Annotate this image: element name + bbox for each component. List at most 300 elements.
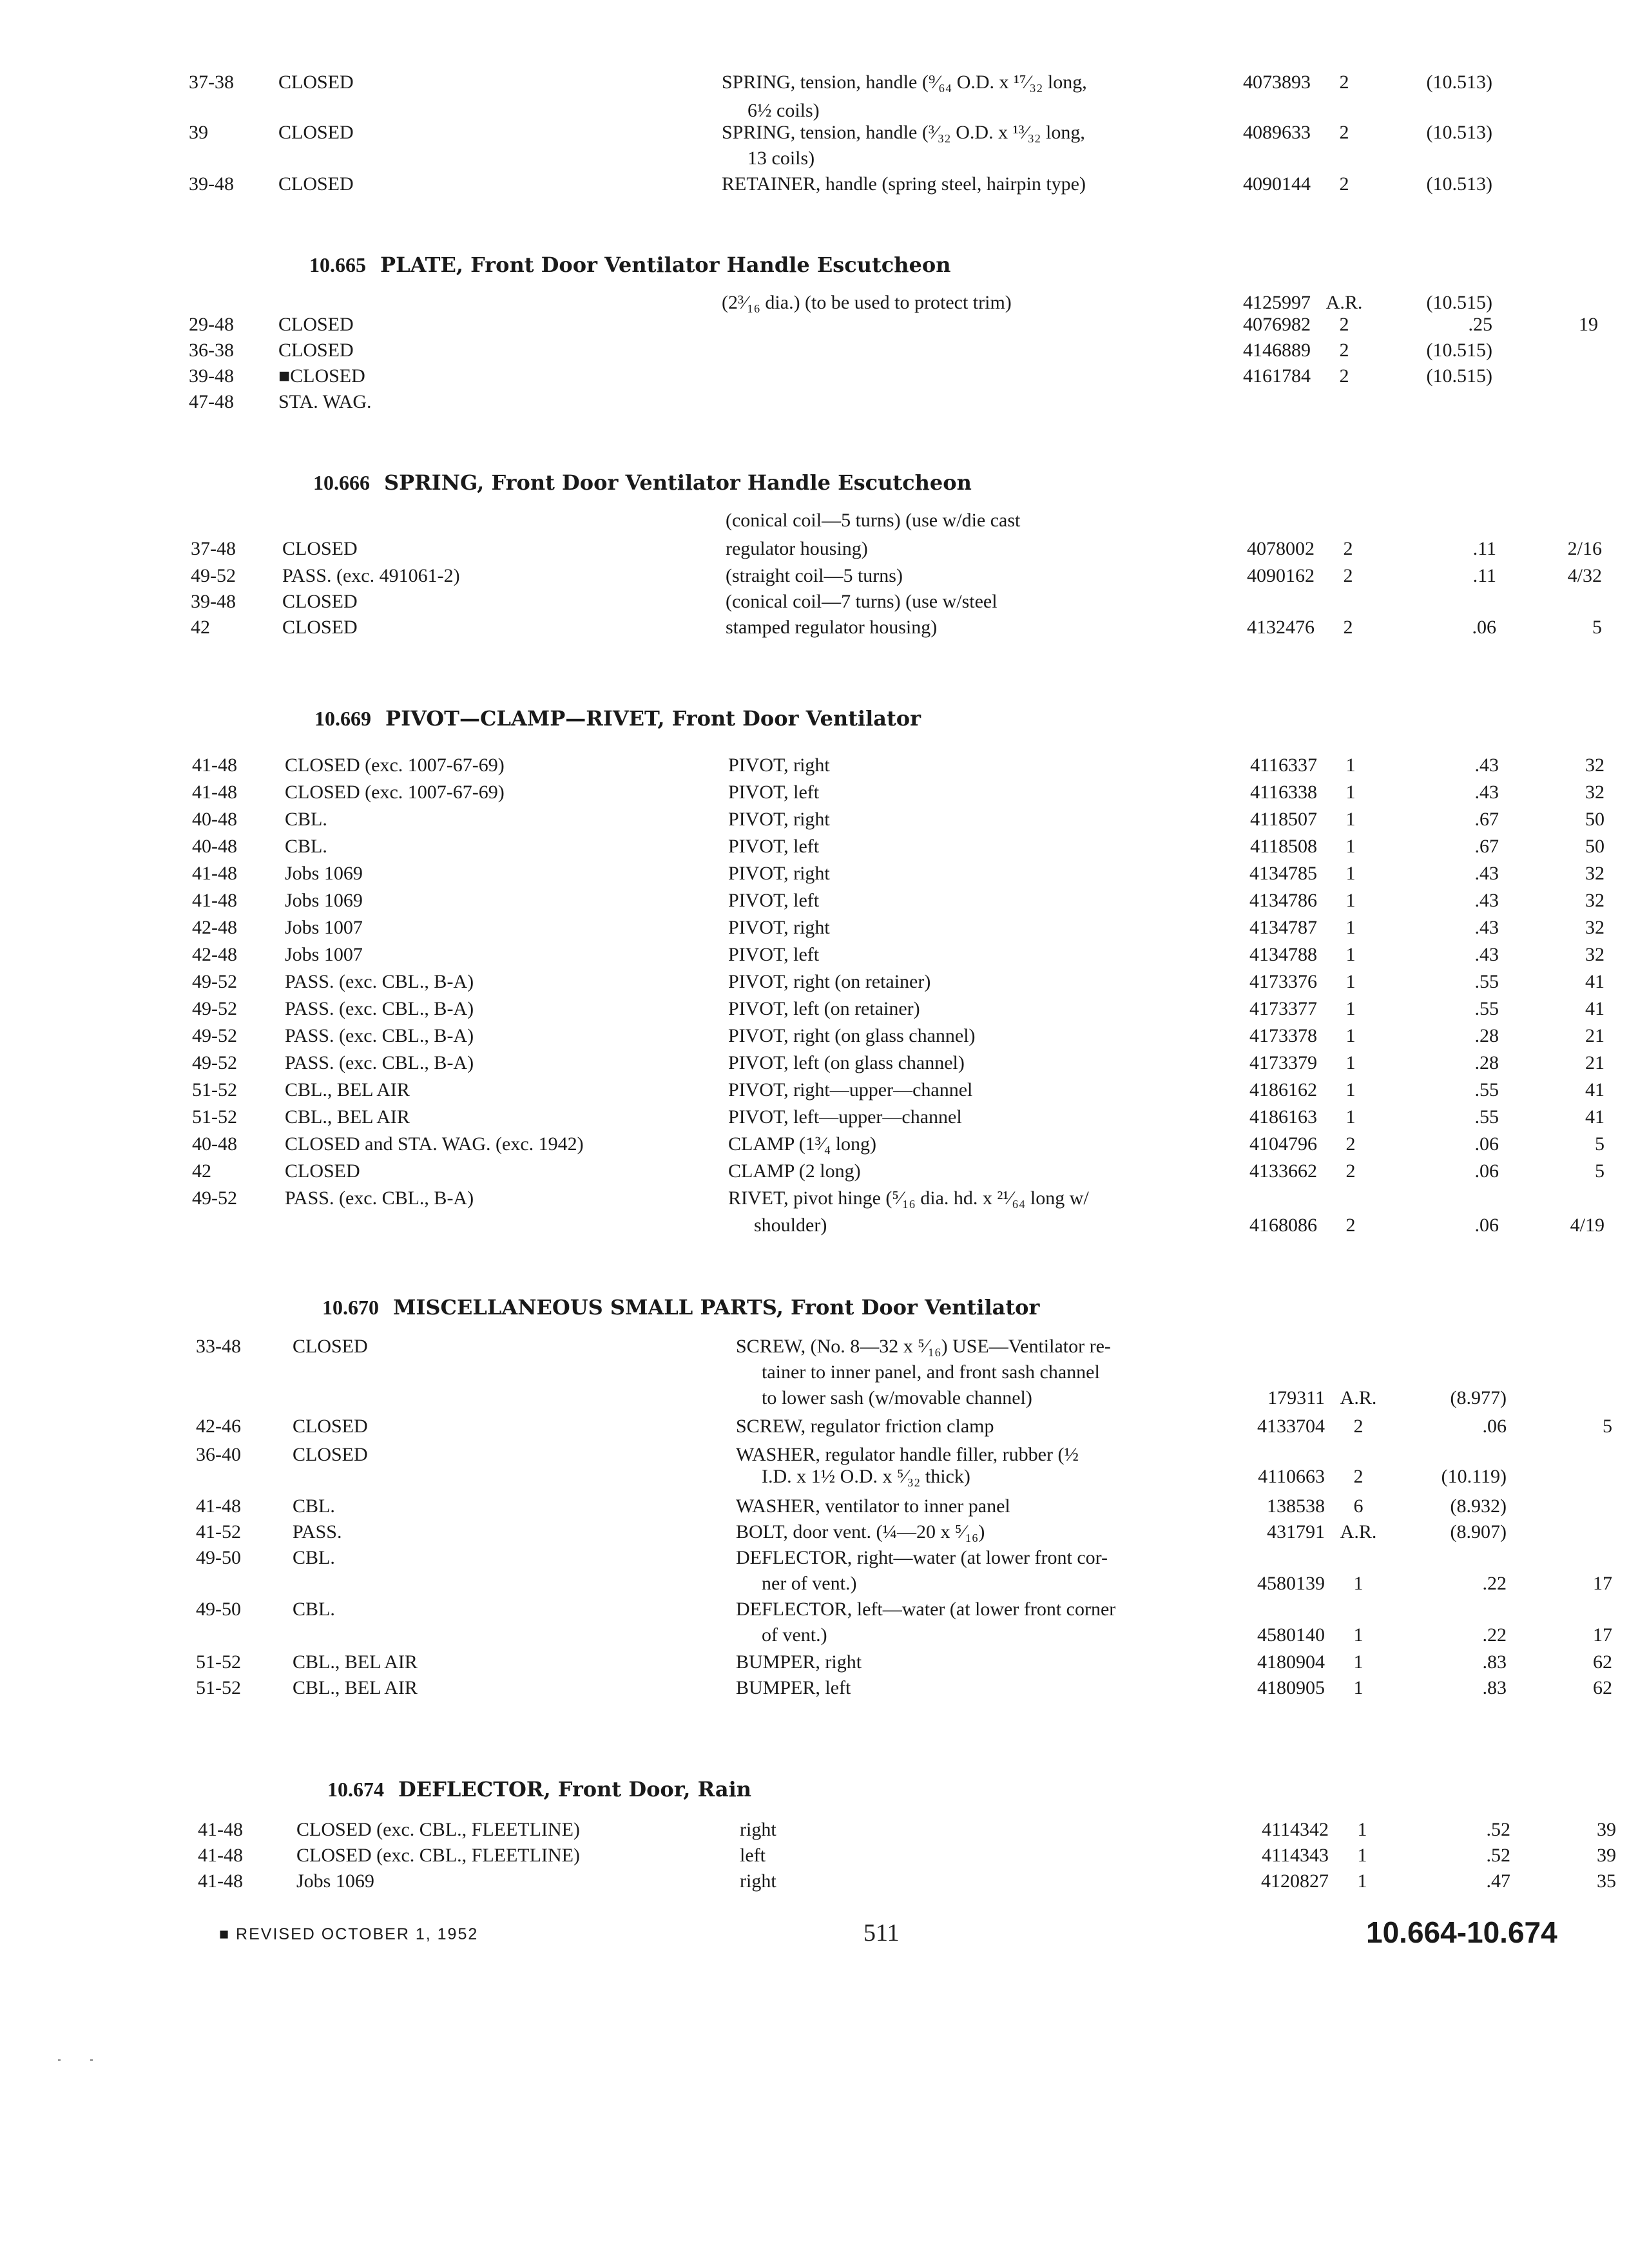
parts-row (0, 1184, 1629, 1213)
weight: 17 (1593, 1573, 1612, 1594)
weight: 39 (1597, 1845, 1616, 1866)
parts-row (0, 336, 1629, 365)
parts-row (0, 1841, 1629, 1870)
quantity: 1 (1345, 782, 1356, 803)
model-years: 51-52 (196, 1677, 241, 1698)
parts-row (0, 1103, 1629, 1131)
section-heading (322, 1295, 1039, 1320)
part-number: 4116338 (1250, 782, 1317, 803)
parts-row (0, 613, 1629, 642)
parts-row (0, 1674, 1629, 1702)
model-years: 40-48 (192, 836, 237, 857)
price: .83 (1482, 1651, 1507, 1673)
weight: 62 (1593, 1677, 1612, 1698)
price: .55 (1474, 1106, 1499, 1128)
page-number: 511 (863, 1919, 900, 1946)
quantity: 1 (1345, 998, 1356, 1019)
parts-row (0, 311, 1629, 339)
price: .06 (1482, 1416, 1507, 1437)
model-years: 37-48 (191, 538, 236, 559)
model-application: PASS. (exc. CBL., B-A) (285, 1025, 474, 1046)
part-number: 4168086 (1249, 1215, 1317, 1236)
parts-row (0, 119, 1629, 147)
model-application: CBL. (293, 1495, 335, 1517)
model-application: CLOSED and STA. WAG. (exc. 1942) (285, 1133, 584, 1155)
price: .06 (1474, 1160, 1499, 1182)
part-number: 4114343 (1262, 1845, 1329, 1866)
part-number: 4186163 (1249, 1106, 1317, 1128)
model-application: CBL. (285, 809, 327, 830)
quantity: 1 (1345, 890, 1356, 911)
model-application: ■CLOSED (278, 365, 365, 387)
part-description: BUMPER, left (736, 1677, 851, 1698)
weight: 62 (1593, 1651, 1612, 1673)
weight: 32 (1585, 944, 1605, 965)
section-code: 10.674 (327, 1778, 384, 1801)
part-number: 4173377 (1249, 998, 1317, 1019)
model-application: CLOSED (278, 314, 354, 335)
model-years: 40-48 (192, 809, 237, 830)
quantity: 2 (1345, 1160, 1356, 1182)
part-description: PIVOT, left (on retainer) (728, 998, 920, 1019)
part-description: 13 coils) (747, 148, 815, 169)
quantity: 2 (1339, 173, 1349, 195)
model-years: 49-52 (192, 1025, 237, 1046)
weight: 17 (1593, 1624, 1612, 1646)
price: .43 (1474, 863, 1499, 884)
part-description: I.D. x 1½ O.D. x ⁵⁄₃₂ thick) (762, 1466, 970, 1487)
part-number: 4078002 (1247, 538, 1315, 559)
parts-row (0, 1595, 1629, 1624)
price: (10.513) (1426, 72, 1492, 93)
part-number: 179311 (1268, 1387, 1325, 1408)
section-code: 10.670 (322, 1296, 379, 1319)
price: .67 (1474, 836, 1499, 857)
part-number: 4180904 (1257, 1651, 1325, 1673)
part-description: WASHER, regulator handle filler, rubber (½ (736, 1444, 1079, 1465)
weight: 39 (1597, 1819, 1616, 1840)
price: .55 (1474, 998, 1499, 1019)
part-number: 431791 (1267, 1521, 1325, 1542)
model-application: CLOSED (282, 538, 358, 559)
price: .43 (1474, 754, 1499, 776)
model-years: 49-52 (192, 998, 237, 1019)
quantity: 1 (1353, 1677, 1364, 1698)
parts-row (0, 68, 1629, 97)
parts-row (0, 1076, 1629, 1104)
part-description: PIVOT, right—upper—channel (728, 1079, 973, 1100)
parts-row (0, 562, 1629, 590)
part-description: PIVOT, right (728, 863, 830, 884)
part-number: 4110663 (1258, 1466, 1325, 1487)
model-application: CBL., BEL AIR (285, 1106, 410, 1128)
model-application: Jobs 1007 (285, 944, 363, 965)
parts-row (0, 1211, 1629, 1240)
price: .52 (1486, 1845, 1510, 1866)
model-application: PASS. (exc. 491061-2) (282, 565, 460, 586)
weight: 4/32 (1567, 565, 1602, 586)
parts-row (0, 506, 1629, 535)
model-years: 37-38 (189, 72, 234, 93)
model-years: 51-52 (196, 1651, 241, 1673)
part-number: 4134786 (1249, 890, 1317, 911)
scan-speck (90, 2059, 93, 2061)
quantity: 2 (1339, 314, 1349, 335)
parts-row (0, 805, 1629, 834)
parts-row (0, 860, 1629, 888)
model-years: 41-48 (192, 754, 237, 776)
parts-row (0, 1332, 1629, 1361)
model-application: CLOSED (293, 1336, 368, 1357)
parts-row (0, 1358, 1629, 1387)
section-title: MISCELLANEOUS SMALL PARTS, Front Door Ventilator (393, 1295, 1040, 1320)
part-number: 4132476 (1247, 617, 1315, 638)
quantity: A.R. (1325, 292, 1363, 313)
weight: 21 (1585, 1025, 1605, 1046)
part-description: DEFLECTOR, right—water (at lower front cor- (736, 1547, 1108, 1568)
part-description: PIVOT, right (on retainer) (728, 971, 931, 992)
quantity: 1 (1345, 809, 1356, 830)
parts-row (0, 1157, 1629, 1186)
parts-row (0, 1130, 1629, 1158)
price: .52 (1486, 1819, 1510, 1840)
weight: 5 (1592, 617, 1602, 638)
model-years: 33-48 (196, 1336, 241, 1357)
price: .67 (1474, 809, 1499, 830)
quantity: 2 (1353, 1466, 1364, 1487)
quantity: A.R. (1340, 1387, 1377, 1408)
section-range: 10.664-10.674 (1366, 1916, 1557, 1949)
parts-row (0, 1867, 1629, 1896)
quantity: 1 (1357, 1870, 1367, 1892)
model-application: CBL. (285, 836, 327, 857)
model-application: Jobs 1069 (285, 863, 363, 884)
model-application: CLOSED (278, 122, 354, 143)
price: .11 (1472, 565, 1496, 586)
weight: 5 (1595, 1160, 1605, 1182)
weight: 32 (1585, 754, 1605, 776)
weight: 5 (1595, 1133, 1605, 1155)
quantity: A.R. (1340, 1521, 1377, 1542)
part-number: 4580139 (1257, 1573, 1325, 1594)
model-application: CLOSED (278, 72, 354, 93)
part-description: SCREW, regulator friction clamp (736, 1416, 994, 1437)
part-description: PIVOT, right (728, 917, 830, 938)
part-number: 4116337 (1250, 754, 1317, 776)
quantity: 1 (1353, 1651, 1364, 1673)
price: .43 (1474, 944, 1499, 965)
part-description: SPRING, tension, handle (³⁄₃₂ O.D. x ¹³⁄₃₂ long, (722, 122, 1085, 143)
model-application: PASS. (exc. CBL., B-A) (285, 1052, 474, 1073)
section-heading (313, 470, 972, 495)
section-title: DEFLECTOR, Front Door, Rain (398, 1777, 752, 1802)
parts-row (0, 832, 1629, 861)
section-heading (309, 253, 951, 277)
model-application: CLOSED (285, 1160, 360, 1182)
model-years: 49-52 (192, 971, 237, 992)
quantity: 2 (1345, 1215, 1356, 1236)
quantity: 2 (1345, 1133, 1356, 1155)
weight: 50 (1585, 836, 1605, 857)
price: (8.907) (1450, 1521, 1507, 1542)
part-description: shoulder) (754, 1215, 827, 1236)
price: .47 (1486, 1870, 1510, 1892)
part-number: 4580140 (1257, 1624, 1325, 1646)
model-years: 39-48 (189, 365, 234, 387)
part-description: PIVOT, right (728, 809, 830, 830)
part-number: 4120827 (1261, 1870, 1329, 1892)
price: .22 (1482, 1573, 1507, 1594)
quantity: 2 (1343, 617, 1353, 638)
quantity: 1 (1345, 917, 1356, 938)
price: .43 (1474, 890, 1499, 911)
parts-row (0, 170, 1629, 198)
model-years: 41-48 (192, 782, 237, 803)
section-title: PLATE, Front Door Ventilator Handle Escutcheon (380, 253, 951, 277)
part-number: 4089633 (1243, 122, 1311, 143)
model-years: 41-48 (192, 863, 237, 884)
weight: 2/16 (1567, 538, 1602, 559)
scan-speck (58, 2059, 61, 2061)
part-number: 4173379 (1249, 1052, 1317, 1073)
part-number: 4090144 (1243, 173, 1311, 195)
parts-row (0, 1049, 1629, 1077)
model-years: 42 (192, 1160, 211, 1182)
model-years: 49-52 (191, 565, 236, 586)
part-description: PIVOT, left (on glass channel) (728, 1052, 965, 1073)
part-description: PIVOT, right (on glass channel) (728, 1025, 976, 1046)
parts-row (0, 751, 1629, 780)
parts-row (0, 1492, 1629, 1521)
weight: 21 (1585, 1052, 1605, 1073)
part-number: 4118508 (1250, 836, 1317, 857)
part-description: DEFLECTOR, left—water (at lower front corner (736, 1599, 1116, 1620)
price: (10.515) (1426, 365, 1492, 387)
model-years: 41-48 (196, 1495, 241, 1517)
parts-row (0, 914, 1629, 942)
model-years: 39-48 (189, 173, 234, 195)
parts-row (0, 535, 1629, 563)
section-title: SPRING, Front Door Ventilator Handle Escutcheon (384, 470, 972, 495)
part-number: 4134785 (1249, 863, 1317, 884)
model-years: 41-52 (196, 1521, 241, 1542)
part-number: 4173376 (1249, 971, 1317, 992)
part-number: 4134788 (1249, 944, 1317, 965)
parts-row (0, 778, 1629, 807)
quantity: 2 (1353, 1416, 1364, 1437)
price: (10.515) (1426, 292, 1492, 313)
price: (10.513) (1426, 173, 1492, 195)
parts-row (0, 1621, 1629, 1649)
part-description: 6½ coils) (747, 100, 820, 121)
part-description: PIVOT, left (728, 944, 820, 965)
part-number: 4104796 (1249, 1133, 1317, 1155)
parts-row (0, 995, 1629, 1023)
model-application: PASS. (exc. CBL., B-A) (285, 971, 474, 992)
part-number: 4173378 (1249, 1025, 1317, 1046)
weight: 5 (1603, 1416, 1612, 1437)
model-years: 49-52 (192, 1187, 237, 1209)
part-description: PIVOT, left (728, 890, 820, 911)
part-description: CLAMP (2 long) (728, 1160, 861, 1182)
part-number: 4114342 (1262, 1819, 1329, 1840)
part-description: BUMPER, right (736, 1651, 862, 1673)
part-description: WASHER, ventilator to inner panel (736, 1495, 1010, 1517)
model-application: PASS. (exc. CBL., B-A) (285, 1187, 474, 1209)
parts-row (0, 1816, 1629, 1844)
part-description: CLAMP (1³⁄₄ long) (728, 1133, 877, 1155)
weight: 32 (1585, 890, 1605, 911)
model-application: CBL. (293, 1599, 335, 1620)
parts-row (0, 1463, 1629, 1491)
model-application: CLOSED (282, 591, 358, 612)
quantity: 1 (1345, 1106, 1356, 1128)
revision-note: ■ REVISED OCTOBER 1, 1952 (219, 1925, 479, 1943)
parts-row (0, 1384, 1629, 1412)
price: .06 (1472, 617, 1496, 638)
model-application: Jobs 1069 (296, 1870, 374, 1892)
weight: 4/19 (1570, 1215, 1605, 1236)
quantity: 2 (1339, 122, 1349, 143)
price: .55 (1474, 971, 1499, 992)
model-years: 49-50 (196, 1599, 241, 1620)
model-application: CLOSED (293, 1416, 368, 1437)
quantity: 1 (1345, 971, 1356, 992)
model-application: Jobs 1069 (285, 890, 363, 911)
part-description: left (740, 1845, 766, 1866)
model-application: PASS. (exc. CBL., B-A) (285, 998, 474, 1019)
part-description: to lower sash (w/movable channel) (762, 1387, 1032, 1408)
parts-row (0, 1570, 1629, 1598)
parts-row (0, 362, 1629, 390)
part-number: 4186162 (1249, 1079, 1317, 1100)
section-heading (314, 706, 921, 731)
model-years: 41-48 (192, 890, 237, 911)
model-application: CLOSED (282, 617, 358, 638)
weight: 41 (1585, 1106, 1605, 1128)
part-number: 4133704 (1257, 1416, 1325, 1437)
part-number: 4134787 (1249, 917, 1317, 938)
price: .11 (1472, 538, 1496, 559)
price: (10.515) (1426, 340, 1492, 361)
parts-row (0, 388, 1629, 416)
weight: 50 (1585, 809, 1605, 830)
model-years: 42-48 (192, 917, 237, 938)
part-description: PIVOT, right (728, 754, 830, 776)
model-years: 42-46 (196, 1416, 241, 1437)
model-years: 36-38 (189, 340, 234, 361)
part-number: 4118507 (1250, 809, 1317, 830)
part-description: RIVET, pivot hinge (⁵⁄₁₆ dia. hd. x ²¹⁄₆₄ long w/ (728, 1187, 1089, 1209)
price: .43 (1474, 782, 1499, 803)
model-years: 41-48 (198, 1870, 243, 1892)
model-years: 40-48 (192, 1133, 237, 1155)
weight: 35 (1597, 1870, 1616, 1892)
part-description: PIVOT, left (728, 782, 820, 803)
price: .83 (1482, 1677, 1507, 1698)
parts-row (0, 144, 1629, 173)
section-title: PIVOT—CLAMP—RIVET, Front Door Ventilator (385, 706, 921, 731)
quantity: 2 (1343, 565, 1353, 586)
weight: 32 (1585, 782, 1605, 803)
part-description: of vent.) (762, 1624, 827, 1646)
quantity: 2 (1339, 72, 1349, 93)
model-years: 47-48 (189, 391, 234, 412)
quantity: 1 (1345, 1052, 1356, 1073)
weight: 32 (1585, 863, 1605, 884)
quantity: 1 (1345, 1079, 1356, 1100)
quantity: 2 (1343, 538, 1353, 559)
price: .25 (1468, 314, 1492, 335)
part-description: tainer to inner panel, and front sash channel (762, 1361, 1100, 1383)
part-description: regulator housing) (726, 538, 868, 559)
parts-row (0, 1544, 1629, 1572)
model-application: CBL., BEL AIR (293, 1651, 418, 1673)
weight: 32 (1585, 917, 1605, 938)
model-application: STA. WAG. (278, 391, 372, 412)
model-application: CBL., BEL AIR (285, 1079, 410, 1100)
model-years: 51-52 (192, 1079, 237, 1100)
section-heading (327, 1777, 751, 1802)
model-application: CLOSED (278, 173, 354, 195)
model-years: 42 (191, 617, 210, 638)
quantity: 1 (1345, 863, 1356, 884)
section-code: 10.666 (313, 471, 370, 494)
model-application: PASS. (293, 1521, 342, 1542)
part-number: 4076982 (1243, 314, 1311, 335)
model-application: CLOSED (exc. CBL., FLEETLINE) (296, 1819, 580, 1840)
price: (10.513) (1426, 122, 1492, 143)
part-description: RETAINER, handle (spring steel, hairpin type) (722, 173, 1086, 195)
price: .28 (1474, 1052, 1499, 1073)
price: .22 (1482, 1624, 1507, 1646)
weight: 19 (1579, 314, 1598, 335)
model-application: Jobs 1007 (285, 917, 363, 938)
parts-row (0, 1022, 1629, 1050)
price: .28 (1474, 1025, 1499, 1046)
part-description: PIVOT, left—upper—channel (728, 1106, 962, 1128)
quantity: 2 (1339, 340, 1349, 361)
part-description: SCREW, (No. 8—32 x ⁵⁄₁₆) USE—Ventilator re- (736, 1336, 1111, 1357)
quantity: 1 (1345, 1025, 1356, 1046)
price: .43 (1474, 917, 1499, 938)
parts-row (0, 1648, 1629, 1677)
part-description: right (740, 1819, 776, 1840)
parts-row (0, 1518, 1629, 1546)
part-description: (conical coil—7 turns) (use w/steel (726, 591, 998, 612)
part-number: 4133662 (1249, 1160, 1317, 1182)
model-application: CLOSED (exc. 1007-67-69) (285, 782, 505, 803)
model-years: 41-48 (198, 1845, 243, 1866)
price: .06 (1474, 1215, 1499, 1236)
quantity: 1 (1357, 1819, 1367, 1840)
quantity: 1 (1353, 1573, 1364, 1594)
part-number: 4073893 (1243, 72, 1311, 93)
model-years: 29-48 (189, 314, 234, 335)
quantity: 1 (1345, 836, 1356, 857)
price: (10.119) (1441, 1466, 1507, 1487)
model-application: CLOSED (exc. 1007-67-69) (285, 754, 505, 776)
model-years: 36-40 (196, 1444, 241, 1465)
part-description: stamped regulator housing) (726, 617, 938, 638)
model-years: 49-50 (196, 1547, 241, 1568)
parts-row (0, 588, 1629, 616)
part-number: 4090162 (1247, 565, 1315, 586)
weight: 41 (1585, 998, 1605, 1019)
price: (8.932) (1450, 1495, 1507, 1517)
model-application: CLOSED (278, 340, 354, 361)
price: .55 (1474, 1079, 1499, 1100)
